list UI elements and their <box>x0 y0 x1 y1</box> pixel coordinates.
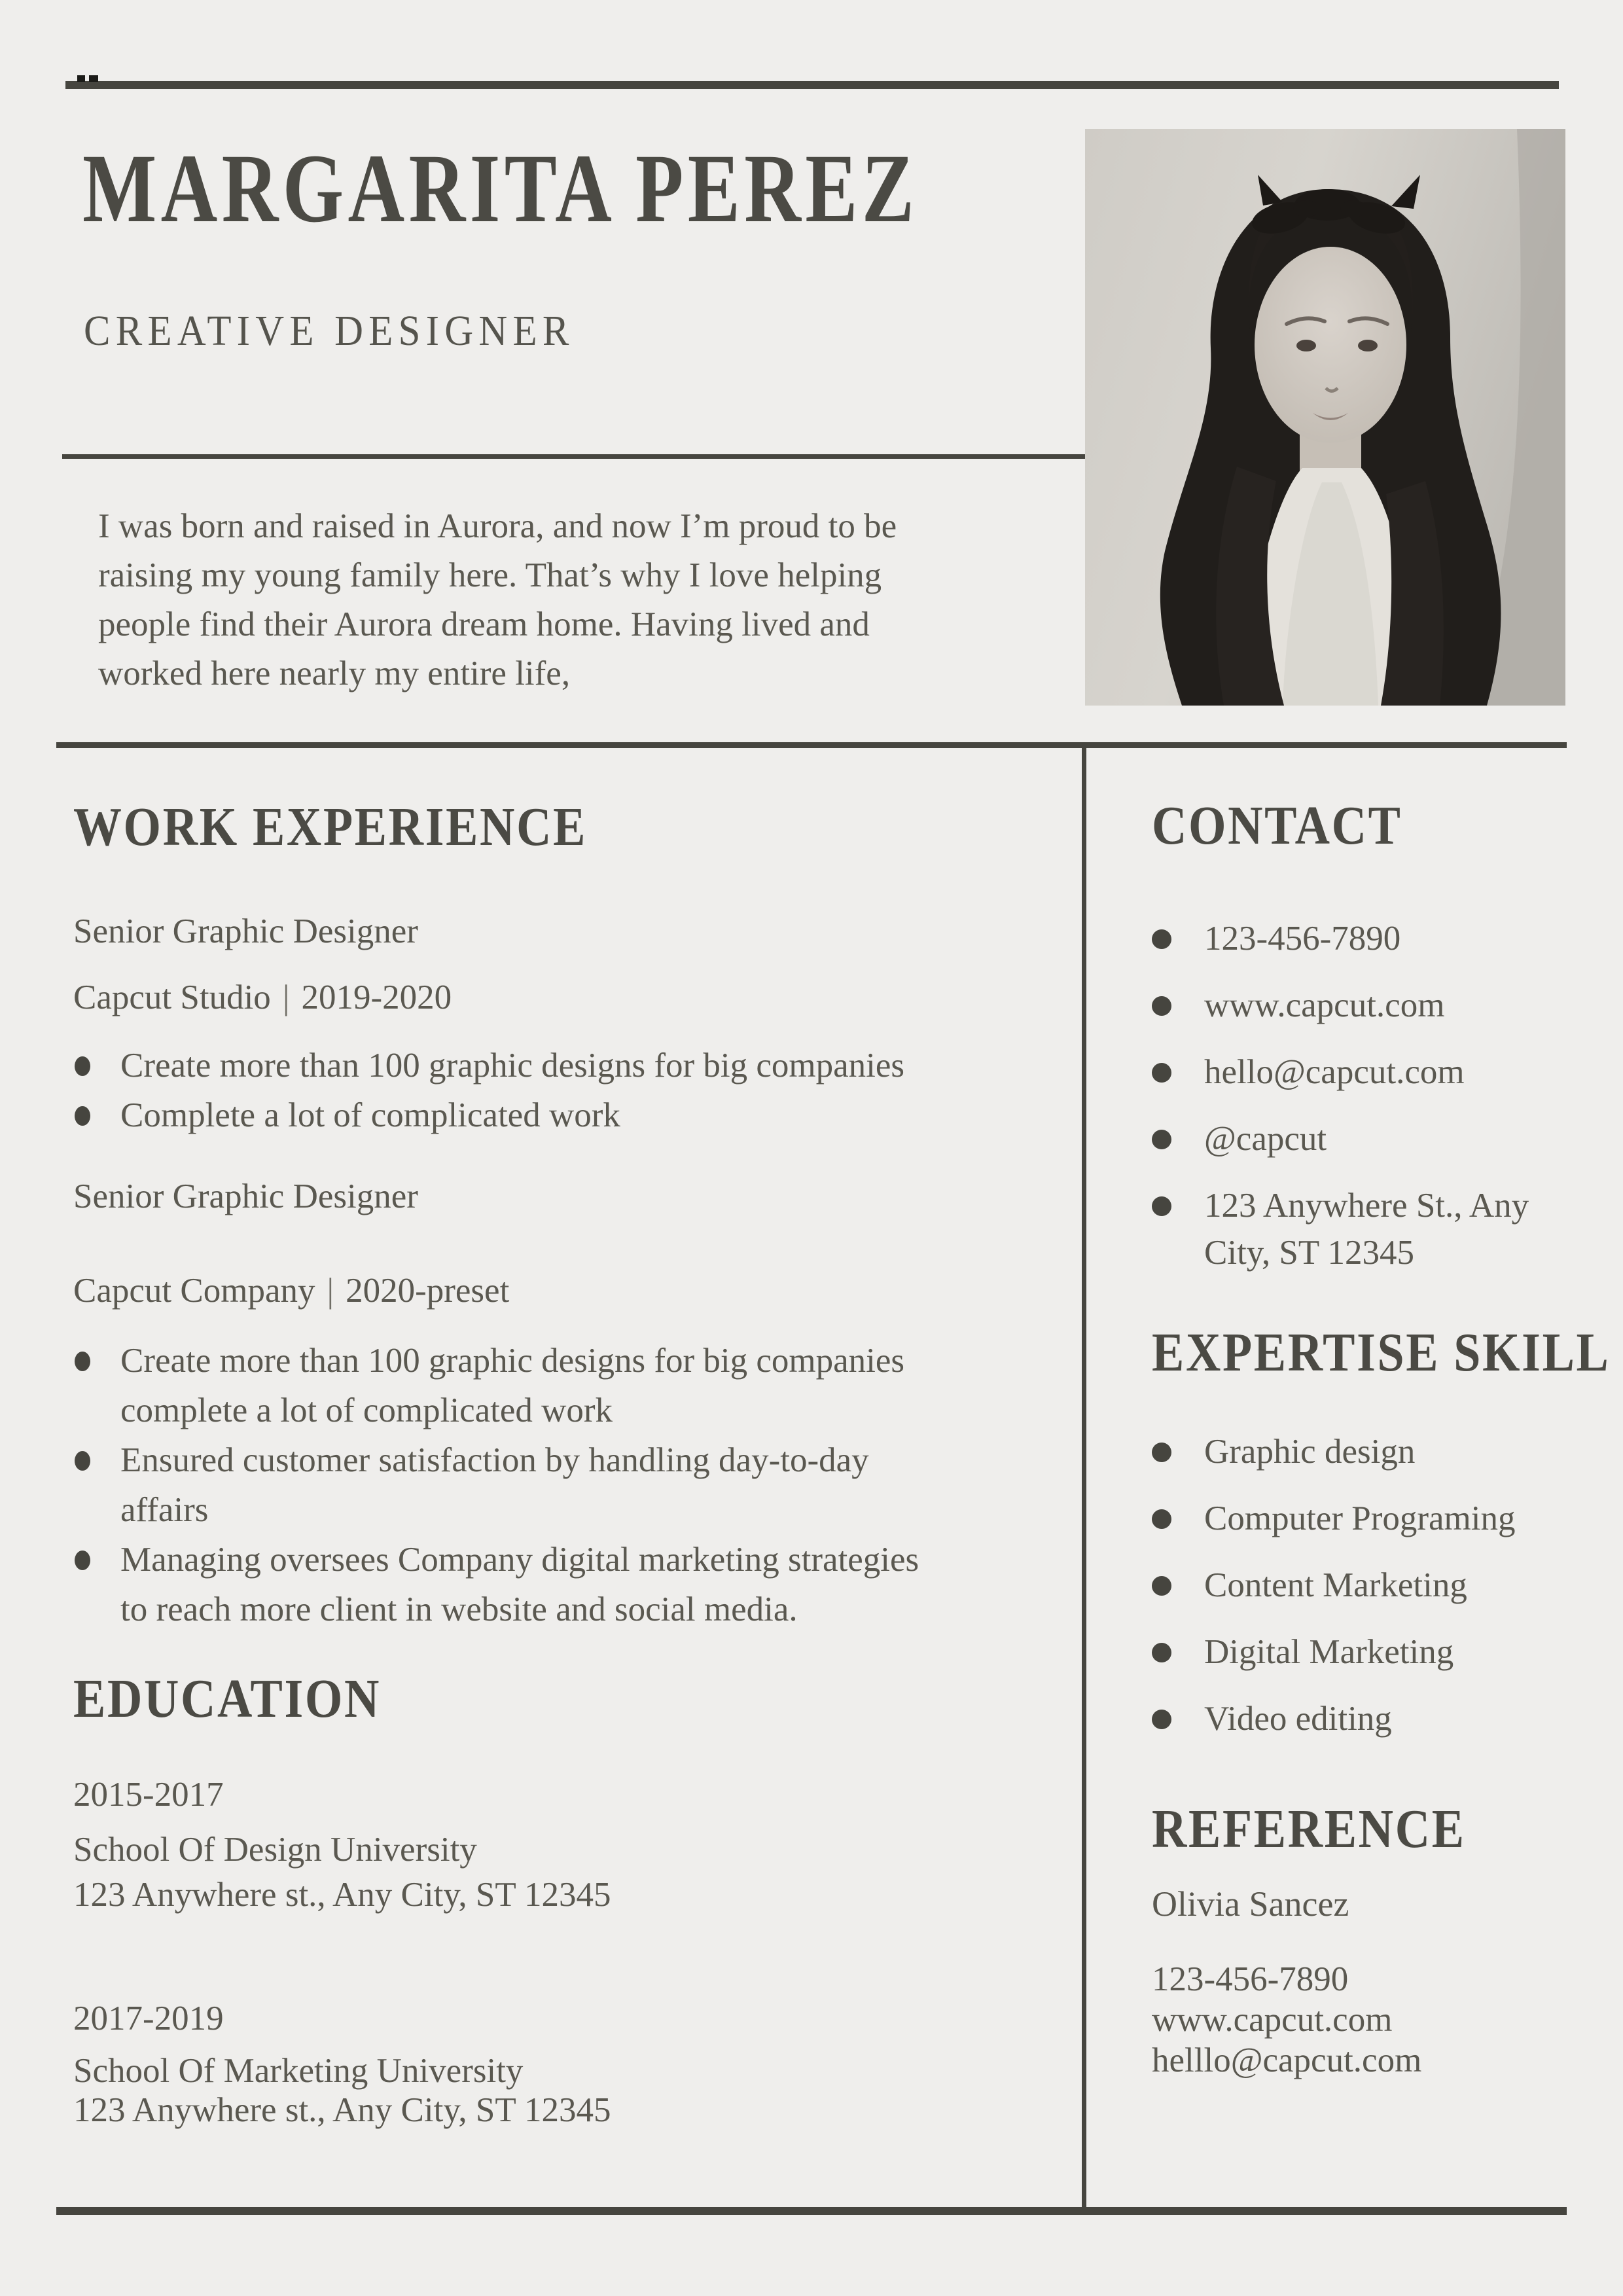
skill-item <box>1152 1495 1515 1542</box>
skill-label: Video editing <box>1204 1700 1392 1738</box>
education-school: School Of Marketing University <box>73 2052 524 2090</box>
job-period: 2020-preset <box>346 1272 510 1310</box>
reference-email: helllo@capcut.com <box>1152 2041 1422 2079</box>
contact-item-email <box>1152 1049 1529 1096</box>
contact-line: 123-456-7890 <box>1204 920 1401 958</box>
education-period: 2017-2019 <box>73 2000 224 2037</box>
artifact-mark <box>89 75 98 82</box>
contact-item-social <box>1152 1115 1529 1162</box>
bullet-line: affairs <box>120 1491 209 1529</box>
job-period: 2019-2020 <box>301 978 452 1016</box>
bullet-icon <box>75 1551 90 1570</box>
page-title: MARGARITA PEREZ <box>82 134 919 243</box>
contact-item-address <box>1152 1182 1529 1276</box>
bullet-line: Create more than 100 graphic designs for big companies <box>120 1047 905 1085</box>
separator: | <box>327 1272 334 1310</box>
profile-summary <box>98 502 897 698</box>
section-heading-work-experience: WORK EXPERIENCE <box>73 797 588 857</box>
contact-line: 123 Anywhere St., Any <box>1204 1187 1529 1225</box>
job-role: Senior Graphic Designer <box>73 1177 418 1215</box>
education-address: 123 Anywhere st., Any City, ST 12345 <box>73 2091 611 2129</box>
bullet-line: Managing oversees Company digital marketing strategies <box>120 1541 919 1579</box>
summary-line: raising my young family here. That’s why I love helping <box>98 556 882 594</box>
bullet-item <box>73 1090 904 1140</box>
skill-label: Computer Programing <box>1204 1499 1516 1537</box>
job-bullets <box>73 1336 919 1634</box>
bullet-line: Create more than 100 graphic designs for big companies <box>120 1342 905 1380</box>
bullet-item <box>73 1041 904 1090</box>
job-role: Senior Graphic Designer <box>73 912 418 950</box>
skill-label: Content Marketing <box>1204 1566 1467 1604</box>
subtitle-rule <box>62 454 1085 459</box>
column-divider <box>1082 742 1086 2215</box>
bullet-icon <box>1152 1063 1171 1083</box>
company-name: Capcut Company <box>73 1272 315 1310</box>
profile-photo <box>1085 129 1565 706</box>
contact-item-phone <box>1152 915 1529 962</box>
bullet-icon <box>1152 1710 1171 1729</box>
contact-list <box>1152 915 1529 1296</box>
contact-line: hello@capcut.com <box>1204 1053 1465 1091</box>
summary-line: worked here nearly my entire life, <box>98 655 571 692</box>
bullet-line: complete a lot of complicated work <box>120 1391 613 1429</box>
top-rule <box>65 81 1559 89</box>
bullet-icon <box>75 1056 90 1076</box>
skill-item <box>1152 1628 1515 1676</box>
summary-line: I was born and raised in Aurora, and now I’m proud to be <box>98 507 897 545</box>
reference-phone: 123-456-7890 <box>1152 1960 1349 1998</box>
artifact-mark <box>77 75 85 82</box>
skill-label: Graphic design <box>1204 1433 1416 1471</box>
bullet-icon <box>1152 1130 1171 1149</box>
section-heading-expertise-skill: EXPERTISE SKILL <box>1152 1322 1611 1383</box>
contact-line: City, ST 12345 <box>1204 1234 1415 1272</box>
job-company-period <box>73 1270 509 1312</box>
skill-item <box>1152 1428 1515 1475</box>
section-heading-reference: REFERENCE <box>1152 1799 1466 1859</box>
section-heading-education: EDUCATION <box>73 1668 382 1729</box>
skill-item <box>1152 1562 1515 1609</box>
section-heading-contact: CONTACT <box>1152 795 1402 856</box>
contact-item-website <box>1152 982 1529 1029</box>
contact-line: www.capcut.com <box>1204 986 1445 1024</box>
bullet-icon <box>1152 996 1171 1016</box>
education-school: School Of Design University <box>73 1831 477 1869</box>
education-address: 123 Anywhere st., Any City, ST 12345 <box>73 1876 611 1914</box>
bullet-item <box>73 1535 919 1634</box>
bullet-icon <box>75 1352 90 1371</box>
skill-item <box>1152 1695 1515 1742</box>
reference-website: www.capcut.com <box>1152 2001 1393 2039</box>
bullet-icon <box>1152 1643 1171 1662</box>
bullet-item <box>73 1336 919 1435</box>
bullet-item <box>73 1435 919 1535</box>
bullet-icon <box>1152 1576 1171 1596</box>
contact-line: @capcut <box>1204 1120 1327 1158</box>
bullet-icon <box>1152 1443 1171 1462</box>
bullet-line: Ensured customer satisfaction by handling day-to-day <box>120 1441 869 1479</box>
skill-label: Digital Marketing <box>1204 1633 1454 1671</box>
bullet-icon <box>75 1106 90 1126</box>
reference-contact <box>1152 1959 1421 2081</box>
company-name: Capcut Studio <box>73 978 271 1016</box>
education-period: 2015-2017 <box>73 1776 224 1814</box>
section-divider <box>56 742 1567 748</box>
bottom-rule <box>56 2207 1567 2215</box>
bullet-icon <box>1152 929 1171 949</box>
bullet-icon <box>1152 1509 1171 1529</box>
bullet-line: Complete a lot of complicated work <box>120 1096 620 1134</box>
bullet-icon <box>75 1451 90 1471</box>
separator: | <box>282 978 290 1016</box>
reference-name: Olivia Sancez <box>1152 1884 1349 1924</box>
job-bullets <box>73 1041 904 1140</box>
job-title: CREATIVE DESIGNER <box>84 307 575 355</box>
portrait-illustration <box>1085 129 1565 706</box>
job-company-period <box>73 977 452 1019</box>
bullet-line: to reach more client in website and social media. <box>120 1590 798 1628</box>
skills-list <box>1152 1428 1515 1762</box>
bullet-icon <box>1152 1196 1171 1216</box>
summary-line: people find their Aurora dream home. Having lived and <box>98 605 870 643</box>
